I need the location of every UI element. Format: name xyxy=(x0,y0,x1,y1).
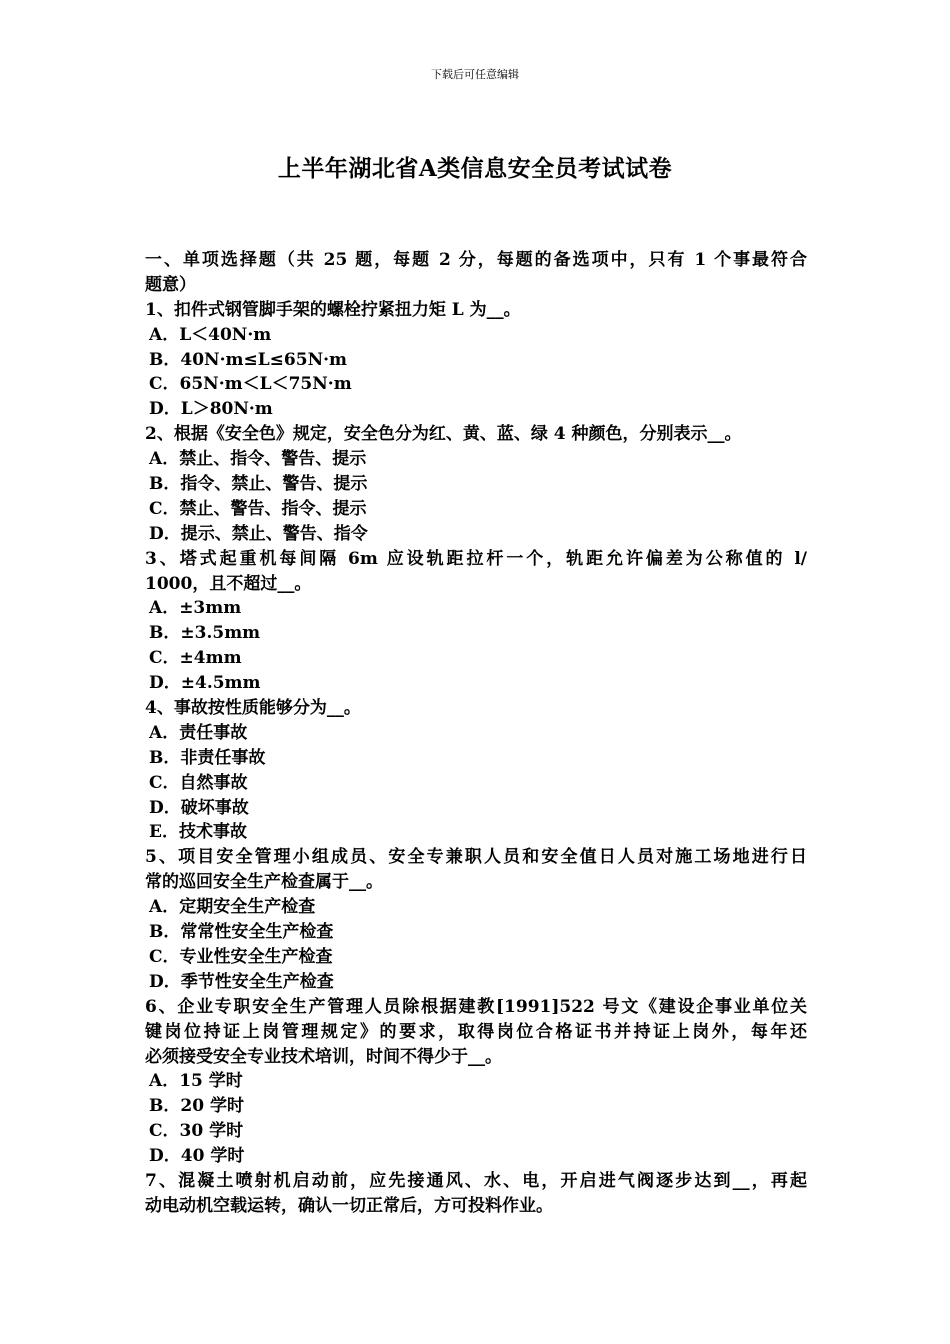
exam-content xyxy=(145,248,807,1219)
page-title: 上半年湖北省A类信息安全员考试试卷 xyxy=(277,155,673,182)
answer-option: B．20 学时 xyxy=(149,1096,244,1117)
answer-option: A．定期安全生产检查 xyxy=(149,897,316,918)
question-stem: 4、事故按性质能够分为__。 xyxy=(145,698,361,719)
answer-option: C．30 学时 xyxy=(149,1121,244,1142)
answer-option: D．L＞80N·m xyxy=(149,399,273,420)
answer-option: A．L＜40N·m xyxy=(149,324,272,345)
answer-option: D．季节性安全生产检查 xyxy=(149,971,334,992)
answer-option: C．自然事故 xyxy=(149,772,248,793)
section-heading-line: 题意） xyxy=(145,274,196,295)
question-stem: 3、塔式起重机每间隔 6m 应设轨距拉杆一个，轨距允许偏差为公称值的 l/ xyxy=(145,548,807,569)
answer-option: D．±4.5mm xyxy=(149,673,261,694)
answer-option: C．禁止、警告、指令、提示 xyxy=(149,498,367,519)
answer-option: D．破坏事故 xyxy=(149,797,249,818)
question-stem: 2、根据《安全色》规定，安全色分为红、黄、蓝、绿 4 种颜色，分别表示__。 xyxy=(145,424,742,445)
answer-option: B．指令、禁止、警告、提示 xyxy=(149,474,368,495)
answer-option: B．40N·m≤L≤65N·m xyxy=(149,349,348,370)
answer-option: B．非责任事故 xyxy=(149,747,266,768)
question-stem: 6、企业专职安全生产管理人员除根据建教[1991]522 号文《建设企事业单位关 xyxy=(145,996,807,1017)
question-stem: 常的巡回安全生产检查属于__。 xyxy=(145,872,383,893)
answer-option: C．65N·m＜L＜75N·m xyxy=(149,374,352,395)
question-stem: 1000，且不超过__。 xyxy=(145,573,312,594)
answer-option: A．±3mm xyxy=(149,598,242,619)
answer-option: D．40 学时 xyxy=(149,1146,245,1167)
question-stem: 7、混凝土喷射机启动前，应先接通风、水、电，开启进气阀逐步达到__，再起 xyxy=(145,1170,807,1191)
header-note: 下载后可任意编辑 xyxy=(431,68,519,81)
question-stem: 5、项目安全管理小组成员、安全专兼职人员和安全值日人员对施工场地进行日 xyxy=(145,847,807,868)
answer-option: B．常常性安全生产检查 xyxy=(149,922,334,943)
answer-option: A．禁止、指令、警告、提示 xyxy=(149,449,367,470)
section-heading-line: 一、单项选择题（共 25 题，每题 2 分，每题的备选项中，只有 1 个事最符合 xyxy=(145,250,807,270)
question-stem: 键岗位持证上岗管理规定》的要求，取得岗位合格证书并持证上岗外，每年还 xyxy=(145,1021,807,1042)
question-stem: 动电动机空载运转，确认一切正常后，方可投料作业。 xyxy=(145,1195,553,1216)
answer-option: E．技术事故 xyxy=(149,822,247,843)
answer-option: C．专业性安全生产检查 xyxy=(149,946,333,967)
question-stem: 必须接受安全专业技术培训，时间不得少于__。 xyxy=(145,1046,502,1067)
answer-option: A．15 学时 xyxy=(149,1071,243,1092)
answer-option: A．责任事故 xyxy=(149,722,248,743)
question-stem: 1、扣件式钢管脚手架的螺栓拧紧扭力矩 L 为__。 xyxy=(145,299,521,320)
answer-option: C．±4mm xyxy=(149,648,242,669)
answer-option: B．±3.5mm xyxy=(149,623,261,644)
answer-option: D．提示、禁止、警告、指令 xyxy=(149,523,368,544)
